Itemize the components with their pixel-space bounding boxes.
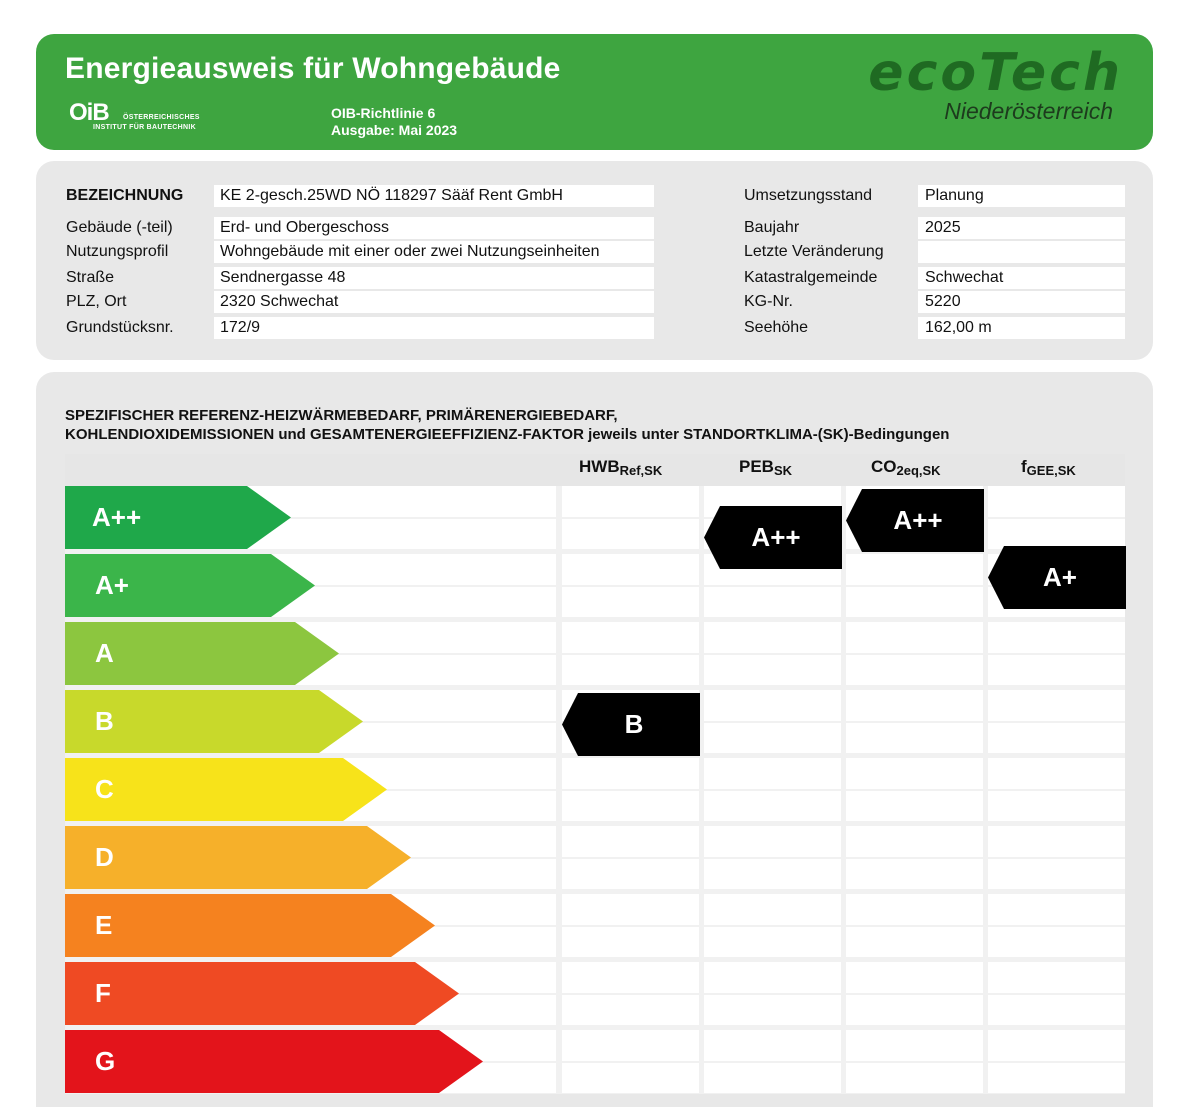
grid-cell	[846, 622, 983, 653]
scale-title-line2: KOHLENDIOXIDEMISSIONEN und GESAMTENERGIEEFFIZIENZ-FAKTOR jeweils unter STANDORTKLIMA-(SK)-Bedingungen	[65, 426, 950, 443]
grid-cell	[704, 622, 841, 653]
energy-class-arrow-shape	[65, 894, 435, 957]
grid-cell	[704, 758, 841, 789]
energy-class-label: E	[95, 910, 113, 940]
info-value: Wohngebäude mit einer oder zwei Nutzungseinheiten	[214, 241, 654, 263]
guideline-info	[331, 105, 457, 139]
grid-cell	[562, 927, 699, 957]
grid-cell	[988, 1030, 1125, 1061]
energy-class-arrow	[65, 826, 411, 889]
brand-name: ecoTech	[868, 43, 1123, 103]
column-header-sub: GEE,SK	[1026, 463, 1076, 478]
brand-region: Niederösterreich	[944, 98, 1113, 124]
grid-cell	[704, 1063, 841, 1093]
ecotech-logo	[868, 43, 1123, 125]
energy-class-label: A	[95, 638, 114, 668]
info-value: 2025	[918, 217, 1125, 239]
oib-logo-line1: ÖSTERREICHISCHES	[123, 114, 200, 121]
grid-cell	[846, 995, 983, 1025]
rating-marker-label: A++	[893, 504, 943, 535]
rating-marker-label: A+	[1043, 562, 1077, 593]
info-label: Letzte Veränderung	[744, 243, 884, 260]
grid-cell	[562, 962, 699, 993]
grid-cell	[562, 791, 699, 821]
column-header-peb	[739, 457, 792, 478]
energy-class-arrow	[65, 554, 315, 617]
column-header-sub: SK	[773, 463, 793, 478]
energy-scale-panel	[36, 372, 1153, 1107]
energy-class-arrow	[65, 690, 363, 753]
grid-cell	[988, 826, 1125, 857]
grid-cell	[988, 894, 1125, 925]
info-value: 5220	[918, 291, 1125, 313]
column-header-main: CO	[871, 457, 897, 476]
document-title: Energieausweis für Wohngebäude	[65, 52, 561, 85]
info-row	[36, 267, 1153, 291]
grid-cell	[846, 927, 983, 957]
energy-class-arrow	[65, 1030, 483, 1093]
rating-marker-fgee	[988, 546, 1126, 609]
rating-marker-co2	[846, 489, 984, 552]
grid-cell	[988, 519, 1125, 549]
info-label: Seehöhe	[744, 319, 809, 336]
grid-cell	[988, 486, 1125, 517]
grid-cell	[988, 791, 1125, 821]
grid-cell	[988, 655, 1125, 685]
energy-class-arrow	[65, 486, 291, 549]
grid-cell	[988, 723, 1125, 753]
energy-class-arrow	[65, 894, 435, 957]
rating-marker-label: A++	[751, 521, 801, 552]
grid-cell	[704, 995, 841, 1025]
info-value: 172/9	[214, 317, 654, 339]
energy-class-arrow-shape	[65, 1030, 483, 1093]
grid-cell	[988, 995, 1125, 1025]
building-info-panel	[36, 161, 1153, 360]
grid-cell	[562, 655, 699, 685]
grid-cell	[704, 1030, 841, 1061]
grid-cell	[562, 758, 699, 789]
info-row	[36, 217, 1153, 241]
info-value: KE 2-gesch.25WD NÖ 118297 Sääf Rent GmbH	[214, 185, 654, 207]
info-value: Erd- und Obergeschoss	[214, 217, 654, 239]
info-label: Umsetzungsstand	[744, 187, 873, 204]
energy-class-arrow	[65, 622, 339, 685]
oib-logo-mark: OiB	[69, 99, 109, 126]
scale-title	[65, 406, 949, 444]
scale-title-line1: SPEZIFISCHER REFERENZ-HEIZWÄRMEBEDARF, PRIMÄRENERGIEBEDARF,	[65, 407, 618, 424]
info-label: Grundstücksnr.	[66, 319, 174, 336]
grid-cell	[562, 622, 699, 653]
grid-cell	[704, 791, 841, 821]
oib-logo-line2: INSTITUT FÜR BAUTECHNIK	[93, 124, 196, 131]
grid-cell	[562, 995, 699, 1025]
info-label: Straße	[66, 269, 115, 286]
grid-cell	[846, 1030, 983, 1061]
grid-cell	[846, 894, 983, 925]
grid-cell	[562, 486, 699, 517]
oib-logo	[69, 100, 219, 134]
column-header-hwb	[579, 457, 662, 478]
info-row	[36, 291, 1153, 315]
grid-cell	[846, 826, 983, 857]
grid-cell	[704, 690, 841, 721]
grid-cell	[846, 690, 983, 721]
column-header-main: HWB	[579, 457, 620, 476]
energy-class-arrow-shape	[65, 826, 411, 889]
column-header-main: f	[1021, 457, 1027, 476]
grid-cell	[846, 758, 983, 789]
rating-marker-peb	[704, 506, 842, 569]
column-header-main: PEB	[739, 457, 774, 476]
column-header-fgee	[1021, 457, 1076, 478]
grid-cell	[846, 791, 983, 821]
info-value: Schwechat	[918, 267, 1125, 289]
info-label: Nutzungsprofil	[66, 243, 169, 260]
grid-cell	[562, 826, 699, 857]
grid-cell	[562, 859, 699, 889]
info-value: Planung	[918, 185, 1125, 207]
column-header-co2	[871, 457, 941, 478]
header-banner	[36, 34, 1153, 150]
info-label: PLZ, Ort	[66, 293, 127, 310]
grid-cell	[704, 859, 841, 889]
grid-cell	[846, 587, 983, 617]
energy-class-label: D	[95, 842, 114, 872]
energy-class-label: G	[95, 1046, 116, 1076]
column-header-sub: 2eq,SK	[896, 463, 941, 478]
grid-cell	[988, 1063, 1125, 1093]
energy-class-grid	[65, 454, 1125, 1094]
info-value: 2320 Schwechat	[214, 291, 654, 313]
grid-cell	[562, 894, 699, 925]
info-row	[36, 241, 1153, 265]
grid-cell	[988, 927, 1125, 957]
grid-cell	[562, 587, 699, 617]
grid-cell	[846, 554, 983, 585]
grid-cell	[846, 655, 983, 685]
info-value: Sendnergasse 48	[214, 267, 654, 289]
energy-class-label: A++	[92, 502, 142, 532]
grid-cell	[562, 1063, 699, 1093]
grid-cell	[704, 826, 841, 857]
info-label: Katastralgemeinde	[744, 269, 878, 286]
energy-class-label: A+	[95, 570, 129, 600]
energy-class-arrow	[65, 758, 387, 821]
grid-cell	[704, 655, 841, 685]
grid-cell	[704, 587, 841, 617]
info-value: 162,00 m	[918, 317, 1125, 339]
energy-class-label: C	[95, 774, 114, 804]
info-row	[36, 317, 1153, 341]
grid-cell	[562, 1030, 699, 1061]
grid-cell	[704, 723, 841, 753]
info-value	[918, 241, 1125, 263]
grid-cell	[988, 758, 1125, 789]
grid-cell	[562, 554, 699, 585]
grid-cell	[846, 1063, 983, 1093]
energy-class-arrow-shape	[65, 962, 459, 1025]
grid-cell	[846, 723, 983, 753]
info-label: BEZEICHNUNG	[66, 187, 184, 204]
grid-cell	[988, 622, 1125, 653]
rating-marker-hwb	[562, 693, 700, 756]
column-header-sub: Ref,SK	[619, 463, 663, 478]
grid-cell	[704, 894, 841, 925]
grid-cell	[704, 962, 841, 993]
info-label: Baujahr	[744, 219, 800, 236]
grid-cell	[846, 859, 983, 889]
grid-cell	[988, 690, 1125, 721]
info-label: Gebäude (-teil)	[66, 219, 173, 236]
guideline-edition: Ausgabe: Mai 2023	[331, 122, 458, 138]
energy-class-arrow	[65, 962, 459, 1025]
energy-class-label: B	[95, 706, 114, 736]
grid-cell	[988, 859, 1125, 889]
grid-cell	[704, 927, 841, 957]
guideline-name: OIB-Richtlinie 6	[331, 105, 436, 121]
energy-class-label: F	[95, 978, 111, 1008]
info-row	[36, 185, 1153, 209]
rating-marker-label: B	[624, 708, 644, 739]
grid-cell	[988, 962, 1125, 993]
grid-cell	[562, 519, 699, 549]
grid-cell	[846, 962, 983, 993]
info-label: KG-Nr.	[744, 293, 793, 310]
